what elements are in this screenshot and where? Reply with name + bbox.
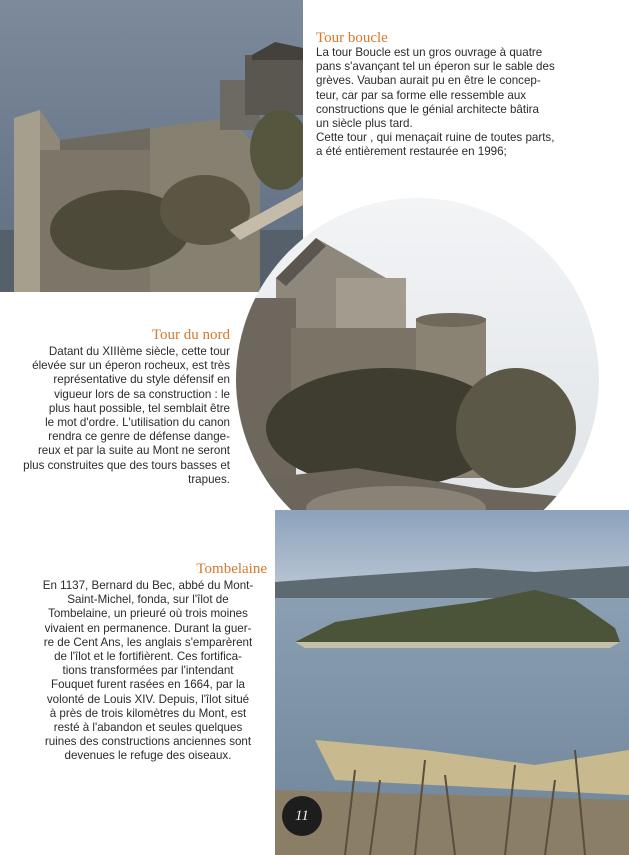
text-tour-boucle: [316, 46, 616, 160]
text-line: teur, car par sa forme elle ressemble aux: [316, 88, 527, 102]
text-line: représentative du style défensif en: [53, 373, 230, 387]
text-line: volonté de Louis XIV. Depuis, l'îlot situé: [46, 692, 250, 706]
text-line: le mot d'ordre. L'utilisation du canon: [45, 416, 230, 430]
title-tour-boucle: Tour boucle: [316, 30, 388, 46]
text-line: Saint-Michel, fonda, sur l'îlot de: [67, 593, 229, 607]
text-line: ruines des constructions anciennes sont: [44, 735, 252, 749]
text-tombelaine: [24, 579, 272, 764]
photo-tour-boucle: [0, 0, 303, 292]
title-tombelaine: Tombelaine: [196, 561, 267, 577]
text-line: Fouquet furent rasées en 1664, par la: [50, 678, 245, 692]
text-line: La tour Boucle est un gros ouvrage à quatre: [316, 46, 543, 59]
text-line: a été entièrement restaurée en 1996;: [316, 145, 507, 159]
text-line: de l'îlot et le fortifièrent. Ces fortifica-: [54, 650, 242, 664]
text-line: En 1137, Bernard du Bec, abbé du Mont-: [42, 579, 254, 592]
photo-tombelaine: [275, 510, 629, 855]
text-line: reux et par la suite au Mont ne seront: [37, 444, 230, 458]
text-line: resté à l'abandon et seules quelques: [53, 721, 243, 735]
page-number-badge: 11: [282, 796, 322, 836]
text-line: tions transformées par l'intendant: [62, 664, 234, 678]
text-line: plus haut possible, tel semblait être: [48, 401, 230, 415]
text-line: pans s'avançant tel un éperon sur le sable des: [316, 60, 555, 74]
text-line: grèves. Vauban aurait pu en être le concep-: [316, 74, 541, 88]
text-line: re de Cent Ans, les anglais s'emparèrent: [43, 635, 253, 649]
title-tour-du-nord: Tour du nord: [151, 327, 230, 343]
text-line: rendra ce genre de défense dange-: [48, 430, 230, 444]
text-line: plus construites que des tours basses et: [23, 458, 230, 472]
text-line: trapues.: [188, 472, 230, 486]
text-line: un siècle plus tard.: [316, 117, 413, 131]
text-line: élevée sur un éperon rocheux, est très: [32, 359, 230, 373]
text-line: Datant du XIIIème siècle, cette tour: [48, 345, 230, 358]
photo-tour-du-nord: [236, 198, 599, 561]
text-line: Tombelaine, un prieuré où trois moines: [48, 607, 248, 621]
text-line: à près de trois kilomètres du Mont, est: [49, 706, 247, 720]
text-line: vivaient en permanence. Durant la guer-: [44, 621, 252, 635]
text-line: Cette tour , qui menaçait ruine de toutes parts,: [316, 131, 555, 145]
text-line: constructions que le génial architecte bâtira: [316, 102, 539, 116]
text-line: devenues le refuge des oiseaux.: [64, 749, 232, 763]
text-tour-du-nord: [20, 345, 230, 487]
text-line: vigueur lors de sa construction : le: [54, 387, 230, 401]
